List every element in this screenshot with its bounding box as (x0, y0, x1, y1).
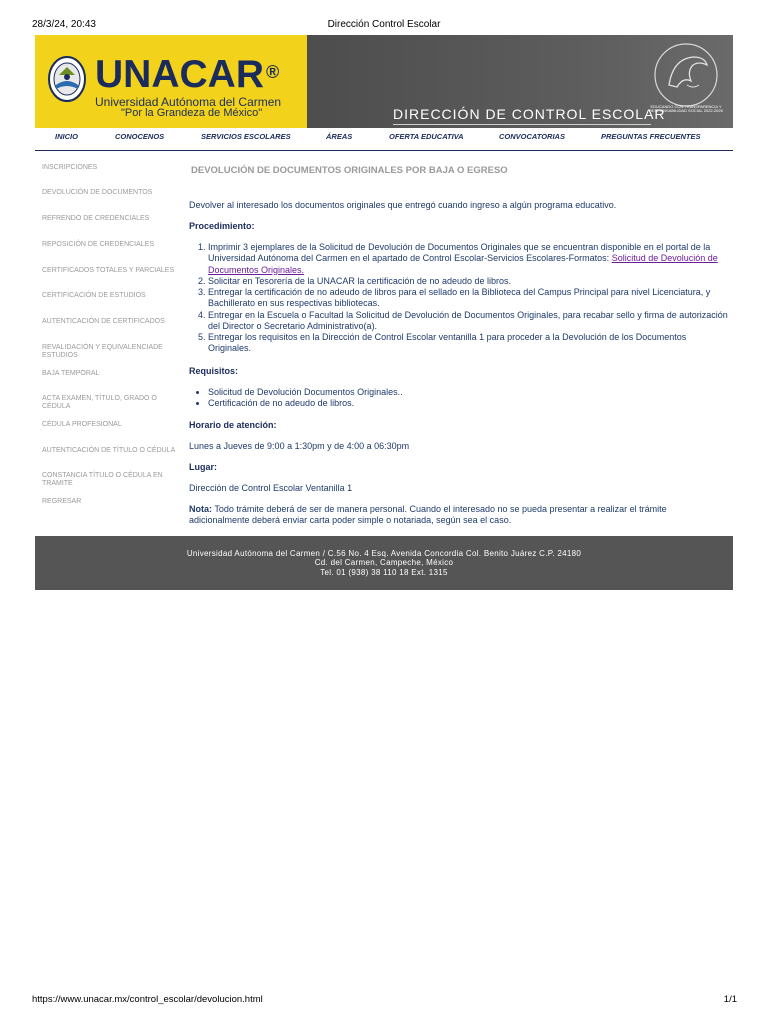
sidebar-item-refrendo-credenciales[interactable]: REFRENDO DE CREDENCIALES (42, 215, 150, 222)
university-name: Universidad Autónoma del Carmen (95, 95, 282, 109)
sidebar-item-cedula-profesional[interactable]: CÉDULA PROFESIONAL (42, 421, 122, 428)
requirement-item: • Certificación de no adeudo de libros. (208, 398, 729, 409)
procedure-list (189, 242, 729, 355)
footer-phone: Tel. 01 (938) 38 110 18 Ext. 1315 (320, 567, 448, 577)
banner-dark-area (307, 35, 733, 128)
requisitos-label: Requisitos: (189, 366, 239, 376)
print-page-title: Dirección Control Escolar (327, 19, 441, 30)
print-url: https://www.unacar.mx/control_escolar/devolucion.html (32, 994, 263, 1005)
intro-text: Devolver al interesado los documentos originales que entregó cuando ingreso a algún programa educativo. (189, 200, 617, 210)
nota-text: Nota: Todo trámite deberá de ser de manera personal. Cuando el interesado no se pueda presentar a realizar el trámite adicionalmente deberá enviar carta poder simple o notariada, según sea el caso. (189, 504, 667, 526)
nav-servicios-escolares[interactable]: SERVICIOS ESCOLARES (201, 132, 291, 141)
procedure-step: 1. Imprimir 3 ejemplares de la Solicitud de Devolución de Documentos Originales que se encuentran disponible en el portal de la Universidad Autónoma del Carmen en el apartado de Control Escolar-Servicios Escolares-Formatos: Solicitud de Devolución de Documentos Originales. (208, 242, 729, 276)
procedure-step: 5. Entregar los requisitos en la Dirección de Control Escolar ventanilla 1 para proceder a la Devolución de los Documentos Originales. (208, 332, 729, 355)
sidebar-item-inscripciones[interactable]: INSCRIPCIONES (42, 164, 98, 171)
nav-conocenos[interactable]: CONOCENOS (115, 132, 165, 141)
site-footer (35, 536, 733, 590)
requirement-item: • Solicitud de Devolución Documentos Originales.. (208, 387, 729, 398)
university-motto: "Por la Grandeza de México" (121, 107, 263, 119)
lugar-text: Dirección de Control Escolar Ventanilla 1 (189, 483, 353, 493)
department-title: DIRECCIÓN DE CONTROL ESCOLAR (393, 106, 666, 122)
sidebar-item-autenticacion-certificados[interactable]: AUTENTICACIÓN DE CERTIFICADOS (42, 318, 165, 325)
emblem-caption: EDUCANDO CON TRANSPARENCIA Y RESPONSABILIDAD SOCIAL 2022-2026 (649, 104, 723, 114)
university-seal-icon (47, 55, 87, 103)
footer-city: Cd. del Carmen, Campeche, México (314, 558, 454, 568)
sidebar-item-devolucion-documentos[interactable]: DEVOLUCIÓN DE DOCUMENTOS (42, 189, 153, 196)
procedure-step: 3. Entregar la certificación de no adeudo de libros para el sellado en la Biblioteca del Campus Principal para nivel Licenciatura, y Bachillerato en sus respectivas bibliotecas. (208, 287, 729, 310)
nav-inicio[interactable]: INICIO (55, 132, 78, 141)
site-banner (35, 35, 733, 128)
page-heading: DEVOLUCIÓN DE DOCUMENTOS ORIGINALES POR BAJA O EGRESO (191, 165, 508, 176)
sidebar-item-constancia-titulo[interactable]: CONSTANCIA TÍTULO O CÉDULA EN TRAMITE (42, 472, 163, 488)
banner-logo-area[interactable] (35, 35, 307, 128)
print-datetime: 28/3/24, 20:43 (32, 19, 96, 30)
nav-areas[interactable]: ÁREAS (326, 132, 353, 141)
banner-divider (285, 35, 307, 128)
solicitud-devolucion-link[interactable]: Solicitud de Devolución de Documentos Originales. (208, 253, 718, 275)
procedure-step: 2. Solicitar en Tesorería de la UNACAR la certificación de no adeudo de libros. (208, 276, 729, 287)
procedimiento-label: Procedimiento: (189, 221, 255, 231)
nav-preguntas-frecuentes[interactable]: PREGUNTAS FRECUENTES (601, 132, 701, 141)
horario-text: Lunes a Jueves de 9:00 a 1:30pm y de 4:00 a 06:30pm (189, 441, 410, 451)
sidebar-item-baja-temporal[interactable]: BAJA TEMPORAL (42, 370, 100, 377)
sidebar-item-revalidacion[interactable]: REVALIDACIÓN Y EQUIVALENCIADE ESTUDIOS (42, 344, 163, 360)
main-nav (35, 128, 733, 151)
unacar-logo: UNACAR ® (95, 53, 280, 96)
nav-convocatorias[interactable]: CONVOCATORIAS (499, 132, 565, 141)
nav-oferta-educativa[interactable]: OFERTA EDUCATIVA (389, 132, 464, 141)
print-header (0, 0, 768, 30)
sidebar-item-certificados[interactable]: CERTIFICADOS TOTALES Y PARCIALES (42, 267, 175, 274)
sidebar-item-autenticacion-titulo[interactable]: AUTENTICACIÓN DE TÍTULO O CÉDULA (42, 447, 176, 454)
sidebar-item-regresar[interactable]: REGRESAR (42, 498, 82, 505)
procedure-step: 4. Entregar en la Escuela o Facultad la Solicitud de Devolución de Documentos Originales, para recabar sello y firma de autorización del Director o Secretario Administrativo(a). (208, 310, 729, 333)
horario-label: Horario de atención: (189, 420, 277, 430)
department-underline (393, 124, 651, 125)
sidebar-item-reposicion-credenciales[interactable]: REPOSICIÓN DE CREDENCIALES (42, 241, 155, 248)
requirements-list (189, 387, 729, 410)
sidebar-item-certificacion-estudios[interactable]: CERTIFICACIÓN DE ESTUDIOS (42, 292, 146, 299)
sidebar-item-acta-examen[interactable]: ACTA EXAMEN, TÍTULO, GRADO O CÉDULA (42, 395, 157, 411)
lugar-label: Lugar: (189, 462, 217, 472)
print-page-number: 1/1 (723, 994, 737, 1005)
footer-address: Universidad Autónoma del Carmen / C.56 No. 4 Esq. Avenida Concordia Col. Benito Juárez C.P. 24180 (186, 549, 582, 558)
